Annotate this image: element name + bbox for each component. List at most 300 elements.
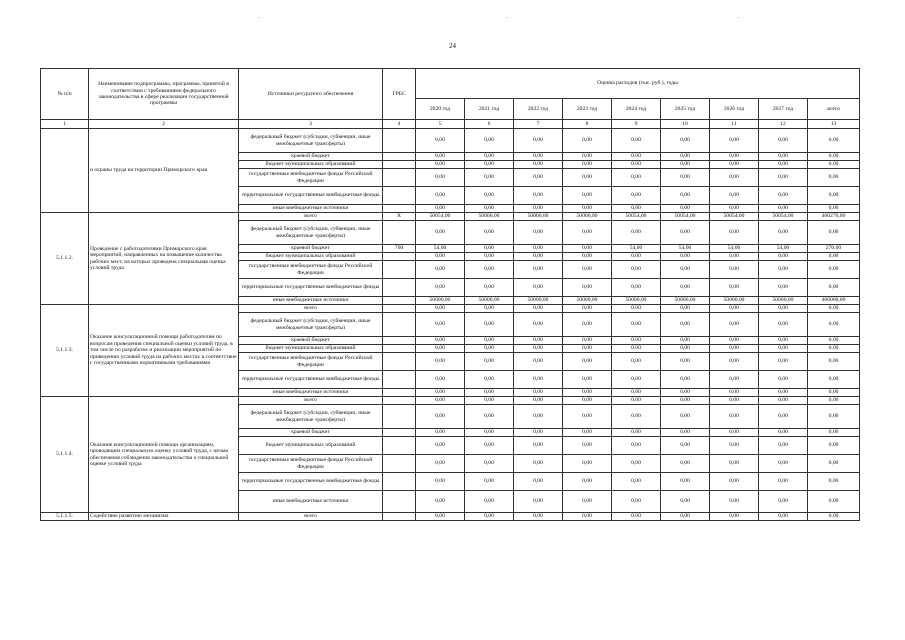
value-year: 50000,00 <box>465 213 514 221</box>
value-year: 0,00 <box>416 437 465 455</box>
value-year: 50000,00 <box>514 297 563 305</box>
table-row <box>41 513 860 521</box>
funding-source: краевой бюджет <box>239 245 383 253</box>
value-year: 0,00 <box>612 397 661 405</box>
page-number: 24 <box>449 42 456 50</box>
value-year: 0,00 <box>514 245 563 253</box>
funding-source: иные внебюджетные источники <box>239 491 383 513</box>
grbs-code <box>383 161 416 169</box>
value-year: 0,00 <box>416 389 465 397</box>
funding-source: бюджет муниципальных образований <box>239 253 383 261</box>
value-year: 0,00 <box>465 389 514 397</box>
item-number: 5.1.1.4. <box>41 397 89 513</box>
table-row <box>41 397 860 405</box>
value-year: 0,00 <box>416 313 465 337</box>
value-total: 0,00 <box>808 455 860 473</box>
value-year: 0,00 <box>612 513 661 521</box>
funding-source: бюджет муниципальных образований <box>239 437 383 455</box>
value-year: 0,00 <box>612 205 661 213</box>
value-year: 0,00 <box>563 455 612 473</box>
value-year: 0,00 <box>612 279 661 297</box>
grbs-code <box>383 279 416 297</box>
value-year: 0,00 <box>661 405 710 429</box>
value-year: 0,00 <box>710 397 759 405</box>
value-year: 50054,00 <box>416 213 465 221</box>
value-year: 0,00 <box>465 429 514 437</box>
grbs-code <box>383 353 416 371</box>
value-total: 0,00 <box>808 337 860 345</box>
value-year: 0,00 <box>465 345 514 353</box>
value-year: 0,00 <box>416 371 465 389</box>
value-year: 0,00 <box>514 205 563 213</box>
value-year: 0,00 <box>465 371 514 389</box>
expense-table <box>40 68 860 521</box>
value-year: 50000,00 <box>661 297 710 305</box>
header-sources: Источники ресурсного обеспечения <box>239 69 383 120</box>
header-year: 2027 год <box>759 99 808 120</box>
value-total: 0,00 <box>808 169 860 187</box>
value-year: 0,00 <box>514 437 563 455</box>
value-year: 0,00 <box>563 353 612 371</box>
grbs-code <box>383 491 416 513</box>
header-grbs: ГРБС <box>383 69 416 120</box>
value-year: 0,00 <box>759 389 808 397</box>
value-year: 0,00 <box>563 245 612 253</box>
value-year: 0,00 <box>710 345 759 353</box>
value-year: 0,00 <box>661 305 710 313</box>
value-year: 0,00 <box>563 305 612 313</box>
funding-source: территориальные государственные внебюджетные фонды <box>239 371 383 389</box>
header-year: 2022 год <box>514 99 563 120</box>
grbs-code <box>383 129 416 153</box>
value-year: 0,00 <box>710 513 759 521</box>
value-year: 0,00 <box>563 161 612 169</box>
value-year: 50000,00 <box>416 297 465 305</box>
value-year: 0,00 <box>710 313 759 337</box>
value-year: 0,00 <box>465 455 514 473</box>
value-year: 0,00 <box>612 455 661 473</box>
value-year: 0,00 <box>563 205 612 213</box>
value-year: 0,00 <box>759 253 808 261</box>
value-year: 0,00 <box>465 187 514 205</box>
value-year: 0,00 <box>661 473 710 491</box>
table-row <box>41 305 860 313</box>
value-year: 0,00 <box>612 129 661 153</box>
value-year: 54,00 <box>710 245 759 253</box>
value-year: 50054,00 <box>710 213 759 221</box>
value-year: 0,00 <box>514 253 563 261</box>
value-year: 0,00 <box>661 455 710 473</box>
value-year: 50000,00 <box>759 297 808 305</box>
value-year: 50000,00 <box>710 297 759 305</box>
value-year: 54,00 <box>612 245 661 253</box>
value-year: 0,00 <box>661 187 710 205</box>
value-year: 0,00 <box>612 313 661 337</box>
item-name: Проведение с работодателями Приморского края мероприятий, направленных на повышение количества рабочих мест, на которых проведена специальная оценка условий труда <box>89 213 239 305</box>
grbs-code <box>383 405 416 429</box>
value-year: 0,00 <box>465 129 514 153</box>
grbs-code <box>383 297 416 305</box>
value-year: 0,00 <box>416 261 465 279</box>
scan-dot: · <box>506 14 509 22</box>
value-total: 0,00 <box>808 397 860 405</box>
value-year: 0,00 <box>465 221 514 245</box>
grbs-code <box>383 261 416 279</box>
value-year: 0,00 <box>563 261 612 279</box>
value-year: 0,00 <box>514 261 563 279</box>
funding-source: иные внебюджетные источники <box>239 297 383 305</box>
value-year: 0,00 <box>612 261 661 279</box>
value-year: 0,00 <box>416 205 465 213</box>
value-year: 0,00 <box>416 305 465 313</box>
value-year: 0,00 <box>710 305 759 313</box>
value-year: 0,00 <box>661 371 710 389</box>
value-year: 0,00 <box>759 205 808 213</box>
value-year: 0,00 <box>612 305 661 313</box>
item-number <box>41 129 89 213</box>
grbs-code <box>383 389 416 397</box>
value-year: 0,00 <box>661 153 710 161</box>
grbs-code: X <box>383 213 416 221</box>
column-number: 7 <box>514 120 563 129</box>
value-year: 0,00 <box>759 405 808 429</box>
value-total: 0,00 <box>808 491 860 513</box>
grbs-code <box>383 513 416 521</box>
value-year: 0,00 <box>759 455 808 473</box>
value-year: 0,00 <box>563 253 612 261</box>
column-number: 8 <box>563 120 612 129</box>
value-year: 0,00 <box>465 305 514 313</box>
grbs-code <box>383 371 416 389</box>
value-total: 0,00 <box>808 279 860 297</box>
funding-source: федеральный бюджет (субсидии, субвенции, иные межбюджетные трансферты) <box>239 129 383 153</box>
value-year: 0,00 <box>710 491 759 513</box>
value-year: 0,00 <box>416 473 465 491</box>
column-number: 9 <box>612 120 661 129</box>
value-year: 50000,00 <box>514 213 563 221</box>
funding-source: всего <box>239 397 383 405</box>
value-year: 54,00 <box>416 245 465 253</box>
item-name: Содействие развитию механизма <box>89 513 239 521</box>
value-year: 0,00 <box>514 345 563 353</box>
value-year: 0,00 <box>514 455 563 473</box>
funding-source: государственные внебюджетные фонды Российской Федерации <box>239 261 383 279</box>
table-row <box>41 213 860 221</box>
value-year: 0,00 <box>661 345 710 353</box>
value-year: 0,00 <box>563 153 612 161</box>
value-year: 0,00 <box>465 513 514 521</box>
value-year: 0,00 <box>759 437 808 455</box>
value-year: 0,00 <box>416 405 465 429</box>
value-year: 0,00 <box>465 205 514 213</box>
value-year: 0,00 <box>759 261 808 279</box>
value-year: 0,00 <box>514 405 563 429</box>
value-year: 0,00 <box>710 187 759 205</box>
value-year: 0,00 <box>759 337 808 345</box>
grbs-code <box>383 473 416 491</box>
value-year: 0,00 <box>416 337 465 345</box>
value-year: 0,00 <box>416 221 465 245</box>
header-year: 2020 год <box>416 99 465 120</box>
value-year: 0,00 <box>514 429 563 437</box>
value-year: 0,00 <box>465 491 514 513</box>
value-year: 0,00 <box>416 253 465 261</box>
value-total: 0,00 <box>808 205 860 213</box>
value-year: 0,00 <box>514 221 563 245</box>
value-year: 0,00 <box>612 221 661 245</box>
value-year: 0,00 <box>710 129 759 153</box>
funding-source: иные внебюджетные источники <box>239 389 383 397</box>
value-year: 0,00 <box>416 129 465 153</box>
value-year: 0,00 <box>710 221 759 245</box>
value-year: 0,00 <box>465 169 514 187</box>
value-year: 0,00 <box>563 313 612 337</box>
value-year: 0,00 <box>612 337 661 345</box>
value-total: 0,00 <box>808 513 860 521</box>
value-year: 0,00 <box>514 337 563 345</box>
value-year: 50000,00 <box>563 213 612 221</box>
grbs-code <box>383 429 416 437</box>
value-year: 50054,00 <box>759 213 808 221</box>
value-year: 0,00 <box>661 261 710 279</box>
value-total: 0,00 <box>808 221 860 245</box>
grbs-code <box>383 305 416 313</box>
value-total: 0,00 <box>808 153 860 161</box>
value-year: 0,00 <box>661 389 710 397</box>
grbs-code <box>383 187 416 205</box>
value-year: 0,00 <box>416 513 465 521</box>
value-year: 0,00 <box>661 313 710 337</box>
value-year: 0,00 <box>612 371 661 389</box>
value-year: 50054,00 <box>661 213 710 221</box>
value-year: 0,00 <box>661 161 710 169</box>
value-year: 0,00 <box>514 187 563 205</box>
grbs-code <box>383 169 416 187</box>
value-year: 0,00 <box>465 397 514 405</box>
value-year: 0,00 <box>710 455 759 473</box>
value-year: 0,00 <box>759 221 808 245</box>
column-number: 5 <box>416 120 465 129</box>
funding-source: краевой бюджет <box>239 153 383 161</box>
value-year: 0,00 <box>759 187 808 205</box>
column-number: 3 <box>239 120 383 129</box>
value-year: 0,00 <box>710 253 759 261</box>
value-year: 0,00 <box>661 437 710 455</box>
grbs-code <box>383 313 416 337</box>
value-year: 0,00 <box>759 397 808 405</box>
value-year: 0,00 <box>759 513 808 521</box>
value-year: 0,00 <box>514 397 563 405</box>
table-row <box>41 129 860 153</box>
value-year: 0,00 <box>563 345 612 353</box>
funding-source: краевой бюджет <box>239 337 383 345</box>
value-year: 0,00 <box>759 313 808 337</box>
value-year: 0,00 <box>416 153 465 161</box>
value-year: 0,00 <box>710 437 759 455</box>
funding-source: федеральный бюджет (субсидии, субвенции, иные межбюджетные трансферты) <box>239 405 383 429</box>
value-year: 0,00 <box>661 129 710 153</box>
value-total: 0,00 <box>808 253 860 261</box>
grbs-code <box>383 437 416 455</box>
value-year: 0,00 <box>563 371 612 389</box>
grbs-code: 760 <box>383 245 416 253</box>
funding-source: всего <box>239 513 383 521</box>
value-year: 0,00 <box>661 253 710 261</box>
value-total: 0,00 <box>808 161 860 169</box>
value-year: 0,00 <box>416 455 465 473</box>
value-year: 0,00 <box>612 169 661 187</box>
funding-source: государственные внебюджетные фонды Российской Федерации <box>239 455 383 473</box>
value-year: 0,00 <box>759 345 808 353</box>
item-number: 5.1.1.2. <box>41 213 89 305</box>
header-year: 2024 год <box>612 99 661 120</box>
value-year: 0,00 <box>465 313 514 337</box>
value-year: 0,00 <box>416 187 465 205</box>
value-year: 0,00 <box>710 353 759 371</box>
column-number: 2 <box>89 120 239 129</box>
item-number: 5.1.1.3. <box>41 305 89 397</box>
value-year: 0,00 <box>759 169 808 187</box>
value-year: 0,00 <box>661 491 710 513</box>
funding-source: государственные внебюджетные фонды Российской Федерации <box>239 353 383 371</box>
value-year: 0,00 <box>514 491 563 513</box>
value-year: 0,00 <box>563 513 612 521</box>
value-year: 0,00 <box>563 337 612 345</box>
value-year: 0,00 <box>514 389 563 397</box>
value-year: 0,00 <box>563 129 612 153</box>
value-total: 0,00 <box>808 313 860 337</box>
header-year: 2025 год <box>661 99 710 120</box>
value-year: 0,00 <box>710 429 759 437</box>
value-year: 0,00 <box>465 437 514 455</box>
value-total: 0,00 <box>808 261 860 279</box>
funding-source: краевой бюджет <box>239 429 383 437</box>
value-year: 0,00 <box>465 473 514 491</box>
value-year: 0,00 <box>661 337 710 345</box>
item-name: Оказание консультационной помощи работодателям по вопросам проведения специальной оценки условий труда, в том числе по разработке и реализации мероприятий по приведению условий труда на рабочих местах в соответствие с государственными нормативными требованиями <box>89 305 239 397</box>
value-year: 0,00 <box>563 397 612 405</box>
value-year: 0,00 <box>416 345 465 353</box>
value-total: 270,00 <box>808 245 860 253</box>
value-year: 0,00 <box>759 353 808 371</box>
value-year: 0,00 <box>465 279 514 297</box>
value-year: 0,00 <box>710 473 759 491</box>
value-year: 0,00 <box>710 153 759 161</box>
value-year: 0,00 <box>465 337 514 345</box>
value-year: 0,00 <box>661 221 710 245</box>
value-year: 0,00 <box>563 429 612 437</box>
value-year: 50000,00 <box>465 297 514 305</box>
value-year: 0,00 <box>416 161 465 169</box>
value-total: 400270,00 <box>808 213 860 221</box>
value-year: 0,00 <box>465 261 514 279</box>
value-year: 0,00 <box>514 161 563 169</box>
column-number: 1 <box>41 120 89 129</box>
value-year: 0,00 <box>514 129 563 153</box>
value-total: 400000,00 <box>808 297 860 305</box>
funding-source: территориальные государственные внебюджетные фонды <box>239 473 383 491</box>
value-year: 0,00 <box>759 153 808 161</box>
value-year: 0,00 <box>514 371 563 389</box>
header-year: всего <box>808 99 860 120</box>
value-year: 0,00 <box>710 371 759 389</box>
value-total: 0,00 <box>808 305 860 313</box>
funding-source: территориальные государственные внебюджетные фонды <box>239 187 383 205</box>
value-total: 0,00 <box>808 371 860 389</box>
column-number: 4 <box>383 120 416 129</box>
value-year: 0,00 <box>416 279 465 297</box>
header-year: 2023 год <box>563 99 612 120</box>
value-year: 0,00 <box>563 491 612 513</box>
value-year: 0,00 <box>759 279 808 297</box>
value-year: 0,00 <box>514 279 563 297</box>
column-number: 13 <box>808 120 860 129</box>
funding-source: всего <box>239 213 383 221</box>
value-year: 0,00 <box>661 353 710 371</box>
value-year: 0,00 <box>612 473 661 491</box>
value-year: 0,00 <box>710 389 759 397</box>
item-name: и охраны труда на территории Приморского края <box>89 129 239 213</box>
column-number: 12 <box>759 120 808 129</box>
value-year: 0,00 <box>710 161 759 169</box>
value-year: 0,00 <box>416 491 465 513</box>
value-year: 0,00 <box>759 429 808 437</box>
value-year: 0,00 <box>661 205 710 213</box>
value-year: 0,00 <box>612 187 661 205</box>
value-year: 54,00 <box>759 245 808 253</box>
funding-source: иные внебюджетные источники <box>239 205 383 213</box>
value-total: 0,00 <box>808 429 860 437</box>
scan-dot: · <box>258 14 261 22</box>
value-year: 0,00 <box>661 397 710 405</box>
funding-source: территориальные государственные внебюджетные фонды <box>239 279 383 297</box>
value-year: 50054,00 <box>612 213 661 221</box>
header-year: 2021 год <box>465 99 514 120</box>
value-year: 0,00 <box>465 353 514 371</box>
value-year: 0,00 <box>416 429 465 437</box>
value-total: 0,00 <box>808 345 860 353</box>
value-year: 0,00 <box>612 429 661 437</box>
value-total: 0,00 <box>808 389 860 397</box>
value-year: 0,00 <box>514 169 563 187</box>
value-year: 50000,00 <box>563 297 612 305</box>
value-year: 0,00 <box>465 161 514 169</box>
value-year: 0,00 <box>759 491 808 513</box>
value-year: 0,00 <box>465 253 514 261</box>
value-year: 0,00 <box>710 405 759 429</box>
value-total: 0,00 <box>808 437 860 455</box>
value-year: 0,00 <box>661 279 710 297</box>
column-number: 11 <box>710 120 759 129</box>
value-year: 0,00 <box>759 305 808 313</box>
funding-source: всего <box>239 305 383 313</box>
column-number: 10 <box>661 120 710 129</box>
header-year: 2026 год <box>710 99 759 120</box>
funding-source: бюджет муниципальных образований <box>239 161 383 169</box>
value-year: 0,00 <box>759 161 808 169</box>
value-year: 0,00 <box>612 491 661 513</box>
value-total: 0,00 <box>808 187 860 205</box>
value-year: 0,00 <box>759 129 808 153</box>
grbs-code <box>383 221 416 245</box>
value-year: 0,00 <box>416 169 465 187</box>
value-year: 0,00 <box>710 337 759 345</box>
item-name: Оказание консультационной помощи организациям, проводящим специальную оценку условий труда, с целью обеспечения соблюдения законодательства о специальной оценке условий труда <box>89 397 239 513</box>
item-number: 5.1.1.5. <box>41 513 89 521</box>
value-year: 0,00 <box>416 353 465 371</box>
value-year: 0,00 <box>514 153 563 161</box>
value-year: 0,00 <box>612 345 661 353</box>
